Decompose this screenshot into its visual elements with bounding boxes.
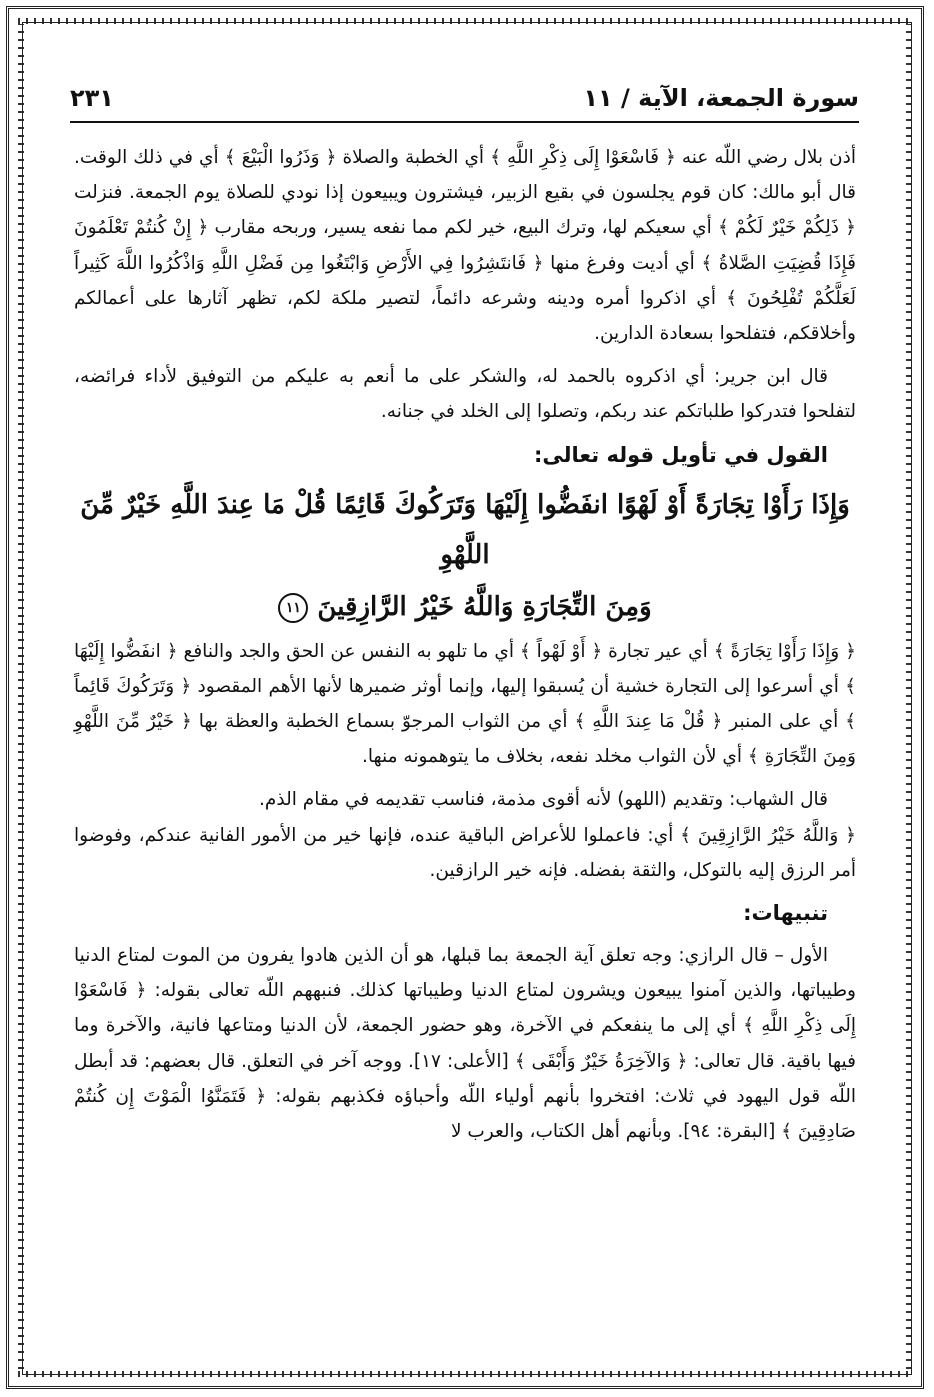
paragraph-2: قال ابن جرير: أي اذكروه بالحمد له، والشكر على ما أنعم به عليكم من التوفيق لأداء فرائضه، لتفلحوا فتدركوا طلباتكم عند ربكم، وتصلوا إلى الخلد في جنانه. [74,366,856,423]
surah-title: سورة الجمعة، الآية / ١١ [583,84,859,112]
paragraph-5: ﴿ وَاللَّهُ خَيْرُ الرَّازِقِينَ ﴾ أي: فاعملوا للأعراض الباقية عنده، فإنها خير من الأمور الفانية عندكم، وفوضوا أمر الرزق إليه بالتوكل، والثقة بفضله. فإنه خير الرازقين. [74,824,856,881]
ayah-line-2-text: وَمِنَ التِّجَارَةِ وَاللَّهُ خَيْرُ الرَّازِقِينَ [317,591,652,622]
paragraph-3: ﴿ وَإِذَا رَأَوْا تِجَارَةً ﴾ أي عير تجارة ﴿ أَوْ لَهْواً ﴾ أي ما تلهو به النفس عن الحق والجد والنافع ﴿ انفَضُّوا إِلَيْهَا ﴾ أي أسرعوا إلى التجارة خشية أن يُسبقوا إليها، وإنما أوثر ضميرها لأنها الأهم المقصود ﴿ وَتَرَكُوكَ قَائِماً ﴾ أي على المنبر ﴿ قُلْ مَا عِندَ اللَّهِ ﴾ أي من الثواب المرجوّ بسماع الخطبة والعظة بها ﴿ خَيْرٌ مِّنَ اللَّهْوِ وَمِنَ التِّجَارَةِ ﴾ أي لأن الثواب مخلد نفعه، بخلاف ما يتوهمونه منها. [74,640,856,768]
page-number: ٢٣١ [70,84,114,112]
paragraph-4: قال الشهاب: وتقديم (اللهو) لأنه أقوى مذمة، فناسب تقديمه في مقام الذم. [259,789,828,811]
page-body [74,140,856,1149]
ayah-line-1: وَإِذَا رَأَوْا تِجَارَةً أَوْ لَهْوًا انفَضُّوا إِلَيْهَا وَتَرَكُوكَ قَائِمًا قُلْ مَا عِندَ اللَّهِ خَيْرٌ مِّنَ اللَّهْوِ [80,489,850,570]
header-rule [70,121,859,123]
ayah-line-2 [74,582,856,632]
ayah-number: ١١ [278,593,308,623]
notes-heading: تنبيهات: [743,901,828,926]
paragraph-1: أذن بلال رضي اللّه عنه ﴿ فَاسْعَوْا إِلَى ذِكْرِ اللَّهِ ﴾ أي الخطبة والصلاة ﴿ وَذَرُوا الْبَيْعَ ﴾ أي في ذلك الوقت. قال أبو مالك: كان قوم يجلسون في بقيع الزبير، فيشترون ويبيعون إذا نودي للصلاة يوم الجمعة. فنزلت ﴿ ذَلِكُمْ خَيْرٌ لَكُمْ ﴾ أي سعيكم لها، وترك البيع، خير لكم مما نفعه يسير، وربحه مقارب ﴿ إِنْ كُنتُمْ تَعْلَمُونَ فَإِذَا قُضِيَتِ الصَّلاةُ ﴾ أي أديت وفرغ منها ﴿ فَانتَشِرُوا فِي الأَرْضِ وَابْتَغُوا مِن فَضْلِ اللَّهِ وَاذْكُرُوا اللَّهَ كَثِيراً لَعَلَّكُمْ تُفْلِحُونَ ﴾ أي اذكروا أمره ودينه وشرعه دائماً، لتصير ملكة لكم، تظهر آثارها على أعمالكم وأخلاقكم، فتفلحوا بسعادة الدارين. [74,147,856,345]
section-heading: القول في تأويل قوله تعالى: [534,442,828,467]
page-header [70,78,859,118]
paragraph-6: الأول – قال الرازي: وجه تعلق آية الجمعة بما قبلها، هو أن الذين هادوا يفرون من الموت لمتاع الدنيا وطيباتها، والذين آمنوا يبيعون ويشرون لمتاع الدنيا وطيباتها كذلك. فنبههم اللّه تعالى بقوله: ﴿ فَاسْعَوْا إِلَى ذِكْرِ اللَّهِ ﴾ أي إلى ما ينفعكم في الآخرة، وهو حضور الجمعة، لأن الدنيا ومتاعها فانية، والآخرة وما فيها باقية. قال تعالى: ﴿ وَالآخِرَةُ خَيْرٌ وَأَبْقَى ﴾ [الأعلى: ١٧]. ووجه آخر في التعلق. قال بعضهم: قد أبطل اللّه قول اليهود في ثلاث: افتخروا بأنهم أولياء اللّه وأحباؤه فكذبهم بقوله: ﴿ فَتَمَنَّوُا الْمَوْتَ إِن كُنتُمْ صَادِقِينَ ﴾ [البقرة: ٩٤]. وبأنهم أهل الكتاب، والعرب لا [74,945,856,1143]
